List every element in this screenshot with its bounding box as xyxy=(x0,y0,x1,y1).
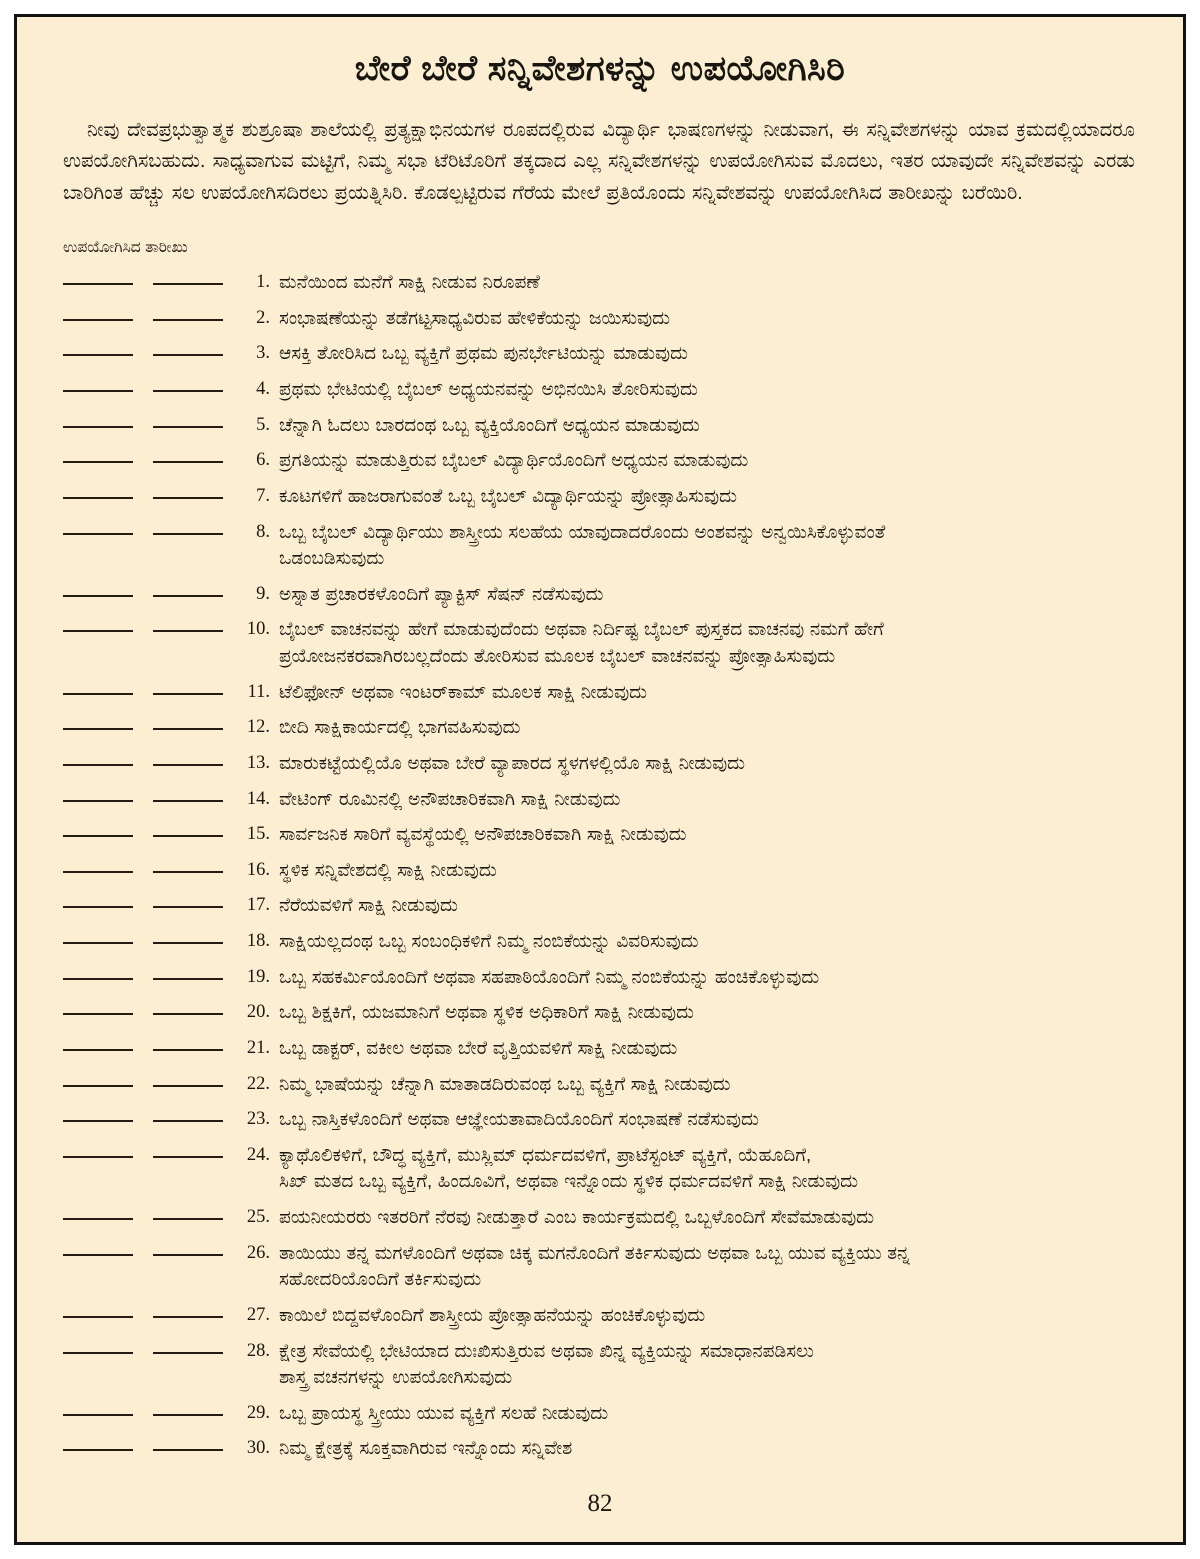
item-text-line-1: ಒಬ್ಬ ಸಹಕರ್ಮಿಯೊಂದಿಗೆ ಅಥವಾ ಸಹಪಾಠಿಯೊಂದಿಗೆ ನಿಮ್ಮ ನಂಬಿಕೆಯನ್ನು ಹಂಚಿಕೊಳ್ಳುವುದು xyxy=(279,965,820,987)
date-blank-first[interactable] xyxy=(63,1013,133,1015)
date-blank-first[interactable] xyxy=(63,319,133,321)
checklist-row xyxy=(17,1302,1183,1329)
item-number: 2. xyxy=(256,307,270,328)
date-blank-first[interactable] xyxy=(63,764,133,766)
date-blank-first[interactable] xyxy=(63,1049,133,1051)
date-blank-first[interactable] xyxy=(63,906,133,908)
date-blank-group xyxy=(17,892,223,908)
date-blank-group xyxy=(17,616,223,632)
date-blank-second[interactable] xyxy=(153,533,223,535)
item-text-line-2: ಪ್ರಯೋಜನಕರವಾಗಿರಬಲ್ಲದೆಂದು ತೋರಿಸುವ ಮೂಲಕ ಬೈಬಲ್ ವಾಚನವನ್ನು ಪ್ರೋತ್ಸಾಹಿಸುವುದು xyxy=(279,645,836,667)
item-text-line-2: ಸಹೋದರಿಯೊಂದಿಗೆ ತರ್ಕಿಸುವುದು xyxy=(279,1268,482,1290)
item-text-line-1: ಬೈಬಲ್ ವಾಚನವನ್ನು ಹೇಗೆ ಮಾಡುವುದೆಂದು ಅಥವಾ ನಿರ್ದಿಷ್ಟ ಬೈಬಲ್ ಪುಸ್ತಕದ ವಾಚನವು ನಮಗೆ ಹೇಗೆ xyxy=(279,618,884,640)
date-blank-first[interactable] xyxy=(63,533,133,535)
item-text-line-1: ಕಾಯಿಲೆ ಬಿದ್ದವಳೊಂದಿಗೆ ಶಾಸ್ತ್ರೀಯ ಪ್ರೋತ್ಸಾಹನೆಯನ್ನು ಹಂಚಿಕೊಳ್ಳುವುದು xyxy=(279,1303,706,1325)
item-text-line-1: ತಾಯಿಯು ತನ್ನ ಮಗಳೊಂದಿಗೆ ಅಥವಾ ಚಿಕ್ಕ ಮಗನೊಂದಿಗೆ ತರ್ಕಿಸುವುದು ಅಥವಾ ಒಬ್ಬ ಯುವ ವ್ಯಕ್ತಿಯು ತನ್ನ xyxy=(279,1241,910,1263)
item-text-line-1: ಕ್ಯಾಥೊಲಿಕಳಿಗೆ, ಬೌದ್ಧ ವ್ಯಕ್ತಿಗೆ, ಮುಸ್ಲಿಮ್ ಧರ್ಮದವಳಿಗೆ, ಪ್ರಾಟೆಸ್ಟಂಟ್ ವ್ಯಕ್ತಿಗೆ, ಯೆಹೂದಿಗೆ, xyxy=(279,1143,812,1165)
item-number: 19. xyxy=(246,966,270,987)
date-blank-first[interactable] xyxy=(63,630,133,632)
item-text xyxy=(279,964,1183,991)
item-text-line-1: ಟೆಲಿಫೋನ್ ಅಥವಾ ಇಂಟರ್‌ಕಾಮ್ ಮೂಲಕ ಸಾಕ್ಷಿ ನೀಡುವುದು xyxy=(279,680,647,702)
item-number: 25. xyxy=(246,1207,270,1228)
item-number: 13. xyxy=(246,752,270,773)
item-text xyxy=(279,786,1183,813)
page-frame xyxy=(14,14,1186,1545)
date-blank-first[interactable] xyxy=(63,426,133,428)
checklist-row xyxy=(17,714,1183,741)
date-blank-group xyxy=(17,412,223,428)
date-blank-group xyxy=(17,1400,223,1416)
item-number: 12. xyxy=(246,717,270,738)
checklist-row xyxy=(17,1035,1183,1062)
date-blank-group xyxy=(17,1204,223,1220)
date-blank-group xyxy=(17,1071,223,1087)
date-blank-second[interactable] xyxy=(153,497,223,499)
page-number: 82 xyxy=(587,1490,613,1517)
item-text xyxy=(279,750,1183,777)
item-text-line-1: ಸಂಭಾಷಣೆಯನ್ನು ತಡೆಗಟ್ಟಸಾಧ್ಯವಿರುವ ಹೇಳಿಕೆಯನ್ನು ಜಯಿಸುವುದು xyxy=(279,306,670,328)
date-blank-first[interactable] xyxy=(63,283,133,285)
item-number: 7. xyxy=(256,485,270,506)
date-blank-second[interactable] xyxy=(153,728,223,730)
checklist-row xyxy=(17,857,1183,884)
date-blank-second[interactable] xyxy=(153,354,223,356)
date-blank-second[interactable] xyxy=(153,800,223,802)
date-blank-second[interactable] xyxy=(153,630,223,632)
date-blank-first[interactable] xyxy=(63,1414,133,1416)
item-text-line-1: ಪ್ರಥಮ ಭೇಟಿಯಲ್ಲಿ ಬೈಬಲ್ ಅಧ್ಯಯನವನ್ನು ಅಭಿನಯಿಸಿ ತೋರಿಸುವುದು xyxy=(279,378,698,400)
date-blank-second[interactable] xyxy=(153,283,223,285)
checklist-row xyxy=(17,305,1183,332)
date-blank-group xyxy=(17,750,223,766)
item-number: 30. xyxy=(246,1438,270,1459)
item-number: 11. xyxy=(247,681,270,702)
date-blank-group xyxy=(17,1302,223,1318)
date-blank-second[interactable] xyxy=(153,1254,223,1256)
date-blank-second[interactable] xyxy=(153,595,223,597)
item-text xyxy=(279,376,1183,403)
checklist-row xyxy=(17,1142,1183,1195)
item-text-line-1: ವೇಟಿಂಗ್ ರೂಮಿನಲ್ಲಿ ಅನೌಪಚಾರಿಕವಾಗಿ ಸಾಕ್ಷಿ ನೀಡುವುದು xyxy=(279,787,621,809)
item-number: 10. xyxy=(246,619,270,640)
item-text-line-1: ಕೂಟಗಳಿಗೆ ಹಾಜರಾಗುವಂತೆ ಒಬ್ಬ ಬೈಬಲ್ ವಿದ್ಯಾರ್ಥಿಯನ್ನು ಪ್ರೋತ್ಸಾಹಿಸುವುದು xyxy=(279,484,737,506)
checklist-row xyxy=(17,340,1183,367)
checklist-row xyxy=(17,1204,1183,1231)
date-blank-second[interactable] xyxy=(153,1049,223,1051)
item-text xyxy=(279,1240,1183,1293)
checklist-row xyxy=(17,786,1183,813)
date-blank-second[interactable] xyxy=(153,978,223,980)
item-text-line-1: ಸಾಕ್ಷಿಯಲ್ಲದಂಥ ಒಬ್ಬ ಸಂಬಂಧಿಕಳಿಗೆ ನಿಮ್ಮ ನಂಬಿಕೆಯನ್ನು ವಿವರಿಸುವುದು xyxy=(279,930,699,952)
item-text-line-1: ಸಾರ್ವಜನಿಕ ಸಾರಿಗೆ ವ್ಯವಸ್ಥೆಯಲ್ಲಿ ಅನೌಪಚಾರಿಕವಾಗಿ ಸಾಕ್ಷಿ ನೀಡುವುದು xyxy=(279,823,687,845)
date-blank-group xyxy=(17,786,223,802)
item-number: 4. xyxy=(256,379,270,400)
checklist-row xyxy=(17,1435,1183,1462)
item-number: 16. xyxy=(246,859,270,880)
date-blank-first[interactable] xyxy=(63,390,133,392)
item-number: 6. xyxy=(256,450,270,471)
date-blank-group xyxy=(17,999,223,1015)
date-blank-first[interactable] xyxy=(63,595,133,597)
date-blank-first[interactable] xyxy=(63,1156,133,1158)
date-blank-group xyxy=(17,679,223,695)
item-text xyxy=(279,1071,1183,1098)
item-text-line-2: ಒಡಂಬಡಿಸುವುದು xyxy=(279,547,385,569)
item-number: 1. xyxy=(256,272,270,293)
checklist-row xyxy=(17,376,1183,403)
item-number: 24. xyxy=(246,1144,270,1165)
item-text-line-1: ಒಬ್ಬ ನಾಸ್ತಿಕಳೊಂದಿಗೆ ಅಥವಾ ಆಜ್ಞೇಯತಾವಾದಿಯೊಂದಿಗೆ ಸಂಭಾಷಣೆ ನಡೆಸುವುದು xyxy=(279,1108,759,1130)
date-blank-group xyxy=(17,964,223,980)
item-number: 27. xyxy=(246,1304,270,1325)
date-blank-second[interactable] xyxy=(153,1085,223,1087)
date-blank-second[interactable] xyxy=(153,835,223,837)
item-number: 8. xyxy=(256,521,270,542)
item-text xyxy=(279,1400,1183,1427)
date-blank-group xyxy=(17,1240,223,1256)
checklist-row xyxy=(17,1106,1183,1133)
checklist-row xyxy=(17,1240,1183,1293)
date-blank-first[interactable] xyxy=(63,1254,133,1256)
item-number: 22. xyxy=(246,1073,270,1094)
item-text xyxy=(279,1302,1183,1329)
page-title: ಬೇರೆ ಬೇರೆ ಸನ್ನಿವೇಶಗಳನ್ನು ಉಪಯೋಗಿಸಿರಿ xyxy=(354,49,846,88)
item-text xyxy=(279,1338,1183,1391)
date-blank-group xyxy=(17,1338,223,1354)
item-text-line-1: ಪಯನೀಯರರು ಇತರರಿಗೆ ನೆರವು ನೀಡುತ್ತಾರೆ ಎಂಬ ಕಾರ್ಯಕ್ರಮದಲ್ಲಿ ಒಬ್ಬಳೊಂದಿಗೆ ಸೇವೆಮಾಡುವುದು xyxy=(279,1206,875,1228)
item-text xyxy=(279,340,1183,367)
date-blank-first[interactable] xyxy=(63,1316,133,1318)
item-number: 15. xyxy=(246,824,270,845)
item-number: 3. xyxy=(256,343,270,364)
item-text xyxy=(279,269,1183,296)
checklist-row xyxy=(17,1400,1183,1427)
date-blank-first[interactable] xyxy=(63,693,133,695)
checklist-row xyxy=(17,447,1183,474)
date-blank-second[interactable] xyxy=(153,764,223,766)
date-blank-second[interactable] xyxy=(153,1218,223,1220)
date-blank-second[interactable] xyxy=(153,1316,223,1318)
date-blank-first[interactable] xyxy=(63,942,133,944)
date-blank-group xyxy=(17,1142,223,1158)
date-blank-second[interactable] xyxy=(153,319,223,321)
date-blank-second[interactable] xyxy=(153,871,223,873)
date-blank-second[interactable] xyxy=(153,1120,223,1122)
item-text xyxy=(279,1142,1183,1195)
item-text-line-1: ಪ್ರಗತಿಯನ್ನು ಮಾಡುತ್ತಿರುವ ಬೈಬಲ್ ವಿದ್ಯಾರ್ಥಿಯೊಂದಿಗೆ ಅಧ್ಯಯನ ಮಾಡುವುದು xyxy=(279,449,749,471)
date-blank-group xyxy=(17,581,223,597)
checklist-row xyxy=(17,821,1183,848)
checklist-row xyxy=(17,616,1183,669)
dates-used-header: ಉಪಯೋಗಿಸಿದ ತಾರೀಖು xyxy=(63,239,188,257)
date-blank-second[interactable] xyxy=(153,461,223,463)
checklist-row xyxy=(17,483,1183,510)
item-number: 29. xyxy=(246,1402,270,1423)
item-number: 18. xyxy=(246,931,270,952)
item-text xyxy=(279,1106,1183,1133)
date-blank-group xyxy=(17,857,223,873)
checklist-row xyxy=(17,1338,1183,1391)
item-text xyxy=(279,679,1183,706)
item-text-line-1: ಮನೆಯಿಂದ ಮನೆಗೆ ಸಾಕ್ಷಿ ನೀಡುವ ನಿರೂಪಣೆ xyxy=(279,271,540,293)
checklist-row xyxy=(17,892,1183,919)
date-blank-second[interactable] xyxy=(153,1013,223,1015)
item-text-line-1: ಒಬ್ಬ ಬೈಬಲ್ ವಿದ್ಯಾರ್ಥಿಯು ಶಾಸ್ತ್ರೀಯ ಸಲಹೆಯ ಯಾವುದಾದರೊಂದು ಅಂಶವನ್ನು ಅನ್ವಯಿಸಿಕೊಳ್ಳುವಂತೆ xyxy=(279,520,886,542)
item-text-line-2: ಶಾಸ್ತ್ರ ವಚನಗಳನ್ನು ಉಪಯೋಗಿಸುವುದು xyxy=(279,1366,513,1388)
item-text xyxy=(279,999,1183,1026)
date-blank-second[interactable] xyxy=(153,1156,223,1158)
date-blank-first[interactable] xyxy=(63,1120,133,1122)
item-number: 21. xyxy=(246,1037,270,1058)
date-blank-group xyxy=(17,483,223,499)
checklist-row xyxy=(17,519,1183,572)
date-blank-first[interactable] xyxy=(63,354,133,356)
date-blank-first[interactable] xyxy=(63,835,133,837)
date-blank-group xyxy=(17,821,223,837)
item-text xyxy=(279,928,1183,955)
item-text xyxy=(279,1204,1183,1231)
item-number: 23. xyxy=(246,1109,270,1130)
date-blank-second[interactable] xyxy=(153,390,223,392)
date-blank-group xyxy=(17,1106,223,1122)
date-blank-group xyxy=(17,269,223,285)
checklist-row xyxy=(17,928,1183,955)
item-text xyxy=(279,412,1183,439)
checklist-row xyxy=(17,679,1183,706)
item-text xyxy=(279,305,1183,332)
date-blank-second[interactable] xyxy=(153,906,223,908)
page-sheet xyxy=(17,17,1183,1542)
item-text xyxy=(279,519,1183,572)
checklist-row xyxy=(17,412,1183,439)
item-text-line-1: ಒಬ್ಬ ಶಿಕ್ಷಕಿಗೆ, ಯಜಮಾನಿಗೆ ಅಥವಾ ಸ್ಥಳಿಕ ಅಧಿಕಾರಿಗೆ ಸಾಕ್ಷಿ ನೀಡುವುದು xyxy=(279,1001,694,1023)
checklist-row xyxy=(17,999,1183,1026)
item-number: 28. xyxy=(246,1340,270,1361)
date-blank-second[interactable] xyxy=(153,1414,223,1416)
checklist-row xyxy=(17,1071,1183,1098)
item-text-line-1: ಚೆನ್ನಾಗಿ ಓದಲು ಬಾರದಂಥ ಒಬ್ಬ ವ್ಯಕ್ತಿಯೊಂದಿಗೆ ಅಧ್ಯಯನ ಮಾಡುವುದು xyxy=(279,413,700,435)
item-text-line-2: ಸಿಖ್ ಮತದ ಒಬ್ಬ ವ್ಯಕ್ತಿಗೆ, ಹಿಂದೂವಿಗೆ, ಅಥವಾ ಇನ್ನೊಂದು ಸ್ಥಳಿಕ ಧರ್ಮದವಳಿಗೆ ಸಾಕ್ಷಿ ನೀಡುವುದು xyxy=(279,1170,859,1192)
date-blank-group xyxy=(17,447,223,463)
checklist-row xyxy=(17,581,1183,608)
checklist-row xyxy=(17,750,1183,777)
item-text xyxy=(279,821,1183,848)
item-number: 17. xyxy=(246,895,270,916)
date-blank-group xyxy=(17,519,223,535)
item-text-line-1: ಸ್ಥಳಿಕ ಸನ್ನಿವೇಶದಲ್ಲಿ ಸಾಕ್ಷಿ ನೀಡುವುದು xyxy=(279,858,497,880)
item-number: 9. xyxy=(256,583,270,604)
item-number: 26. xyxy=(246,1242,270,1263)
date-blank-first[interactable] xyxy=(63,978,133,980)
date-blank-second[interactable] xyxy=(153,1449,223,1451)
checklist-row xyxy=(17,964,1183,991)
item-text xyxy=(279,892,1183,919)
scenario-checklist xyxy=(17,269,1183,1462)
date-blank-second[interactable] xyxy=(153,1352,223,1354)
item-text xyxy=(279,857,1183,884)
item-text-line-1: ಒಬ್ಬ ಪ್ರಾಯಸ್ಥ ಸ್ತ್ರೀಯು ಯುವ ವ್ಯಕ್ತಿಗೆ ಸಲಹೆ ನೀಡುವುದು xyxy=(279,1401,609,1423)
item-text xyxy=(279,1435,1183,1462)
date-blank-second[interactable] xyxy=(153,693,223,695)
item-text-line-1: ಮಾರುಕಟ್ಟೆಯಲ್ಲಿಯೊ ಅಥವಾ ಬೇರೆ ವ್ಯಾಪಾರದ ಸ್ಥಳಗಳಲ್ಲಿಯೊ ಸಾಕ್ಷಿ ನೀಡುವುದು xyxy=(279,751,745,773)
intro-paragraph: ನೀವು ದೇವಪ್ರಭುತ್ವಾತ್ಮಕ ಶುಶ್ರೂಷಾ ಶಾಲೆಯಲ್ಲಿ ಪ್ರತ್ಯಕ್ಷಾಭಿನಯಗಳ ರೂಪದಲ್ಲಿರುವ ವಿದ್ಯಾರ್ಥಿ ಭಾಷಣಗಳನ್ನು ನೀಡುವಾಗ, ಈ ಸನ್ನಿವೇಶಗಳನ್ನು ಯಾವ ಕ್ರಮದಲ್ಲಿಯಾದರೂ ಉಪಯೋಗಿಸಬಹುದು. ಸಾಧ್ಯವಾಗುವ ಮಟ್ಟಿಗೆ, ನಿಮ್ಮ ಸಭಾ ಟೆರಿಟೊರಿಗೆ ತಕ್ಕದಾದ ಎಲ್ಲ ಸನ್ನಿವೇಶಗಳನ್ನು ಉಪಯೋಗಿಸುವ ಮೊದಲು, ಇತರ ಯಾವುದೇ ಸನ್ನಿವೇಶವನ್ನು ಎರಡು ಬಾರಿಗಿಂತ ಹೆಚ್ಚು ಸಲ ಉಪಯೋಗಿಸದಿರಲು ಪ್ರಯತ್ನಿಸಿರಿ. ಕೊಡಲ್ಪಟ್ಟಿರುವ ಗೆರೆಯ ಮೇಲೆ ಪ್ರತಿಯೊಂದು ಸನ್ನಿವೇಶವನ್ನು ಉಪಯೋಗಿಸಿದ ತಾರೀಖನ್ನು ಬರೆಯಿರಿ. xyxy=(63,118,1135,204)
item-text-line-1: ಒಬ್ಬ ಡಾಕ್ಟರ್, ವಕೀಲ ಅಥವಾ ಬೇರೆ ವೃತ್ತಿಯವಳಿಗೆ ಸಾಕ್ಷಿ ನೀಡುವುದು xyxy=(279,1036,678,1058)
date-blank-first[interactable] xyxy=(63,1218,133,1220)
item-text xyxy=(279,581,1183,608)
item-text-line-1: ಅಸ್ನಾತ ಪ್ರಚಾರಕಳೊಂದಿಗೆ ಪ್ಯಾಕ್ಟಿಸ್ ಸೆಷನ್ ನಡೆಸುವುದು xyxy=(279,582,604,604)
date-blank-first[interactable] xyxy=(63,1449,133,1451)
date-blank-first[interactable] xyxy=(63,497,133,499)
item-text-line-1: ಬೀದಿ ಸಾಕ್ಷಿಕಾರ್ಯದಲ್ಲಿ ಭಾಗವಹಿಸುವುದು xyxy=(279,716,521,738)
date-blank-first[interactable] xyxy=(63,461,133,463)
item-text-line-1: ಕ್ಷೇತ್ರ ಸೇವೆಯಲ್ಲಿ ಭೇಟಿಯಾದ ದುಃಖಿಸುತ್ತಿರುವ ಅಥವಾ ಖಿನ್ನ ವ್ಯಕ್ತಿಯನ್ನು ಸಮಾಧಾನಪಡಿಸಲು xyxy=(279,1339,814,1361)
item-text-line-1: ನೆರೆಯವಳಿಗೆ ಸಾಕ್ಷಿ ನೀಡುವುದು xyxy=(279,894,458,916)
date-blank-group xyxy=(17,376,223,392)
item-number: 5. xyxy=(256,414,270,435)
item-text xyxy=(279,447,1183,474)
date-blank-first[interactable] xyxy=(63,800,133,802)
item-number: 14. xyxy=(246,788,270,809)
date-blank-first[interactable] xyxy=(63,871,133,873)
date-blank-second[interactable] xyxy=(153,426,223,428)
item-text xyxy=(279,714,1183,741)
date-blank-group xyxy=(17,1435,223,1451)
date-blank-group xyxy=(17,1035,223,1051)
date-blank-second[interactable] xyxy=(153,942,223,944)
date-blank-group xyxy=(17,928,223,944)
item-text xyxy=(279,483,1183,510)
item-text-line-1: ಆಸಕ್ತಿ ತೋರಿಸಿದ ಒಬ್ಬ ವ್ಯಕ್ತಿಗೆ ಪ್ರಥಮ ಪುನರ್ಭೇಟಿಯನ್ನು ಮಾಡುವುದು xyxy=(279,342,688,364)
date-blank-first[interactable] xyxy=(63,1352,133,1354)
item-text-line-1: ನಿಮ್ಮ ಭಾಷೆಯನ್ನು ಚೆನ್ನಾಗಿ ಮಾತಾಡದಿರುವಂಥ ಒಬ್ಬ ವ್ಯಕ್ತಿಗೆ ಸಾಕ್ಷಿ ನೀಡುವುದು xyxy=(279,1072,731,1094)
item-text xyxy=(279,1035,1183,1062)
date-blank-group xyxy=(17,340,223,356)
date-blank-group xyxy=(17,305,223,321)
item-text-line-1: ನಿಮ್ಮ ಕ್ಷೇತ್ರಕ್ಕೆ ಸೂಕ್ತವಾಗಿರುವ ಇನ್ನೊಂದು ಸನ್ನಿವೇಶ xyxy=(279,1437,573,1459)
date-blank-group xyxy=(17,714,223,730)
date-blank-first[interactable] xyxy=(63,728,133,730)
date-blank-first[interactable] xyxy=(63,1085,133,1087)
item-text xyxy=(279,616,1183,669)
checklist-row xyxy=(17,269,1183,296)
item-number: 20. xyxy=(246,1002,270,1023)
